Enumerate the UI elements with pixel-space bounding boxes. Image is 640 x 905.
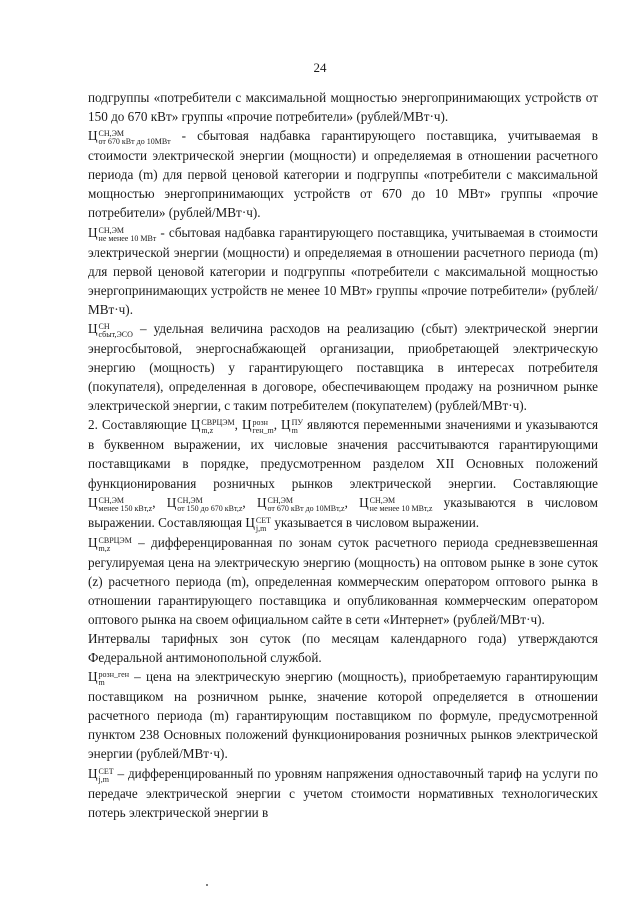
- formula-symbol: Ц СВРЦЭМ m,z: [88, 534, 132, 553]
- paragraph: Ц СЕТ j,m – дифференцированный по уровням напряжения одноставочный тариф на услуги по передаче электрической энергии с учетом стоимости нормативных технологических потерь электрической энергии в: [88, 765, 598, 820]
- paragraph: Интервалы тарифных зон суток (по месяцам календарного года) утверждаются Федеральной антимонопольной службой.: [88, 630, 598, 666]
- formula-symbol: Ц розн ген_m: [241, 417, 274, 436]
- formula-symbol: Ц СН,ЭМ от 150 до 670 кВт,z: [166, 494, 243, 513]
- paragraph: Ц СН,ЭМ от 670 кВт до 10МВт - сбытовая надбавка гарантирующего поставщика, учитываемая в стоимости электрической энергии (мощности) и определяемая в отношении расчетного периода (m) для первой ценовой категории и подгруппы «потребители с максимальной мощностью энергопринимающих устройств от 670 до 10 МВт» группы «прочие потребители» (рублей/МВт·ч).: [88, 128, 598, 221]
- document-body: [88, 88, 598, 822]
- formula-symbol: Ц ПУ m: [281, 417, 304, 436]
- scan-speck: [206, 884, 208, 886]
- formula-symbol: Ц СН,ЭМ от 670 кВт до 10МВт,z: [256, 494, 345, 513]
- page-number: 24: [313, 60, 327, 75]
- paragraph: Ц СН,ЭМ не менее 10 МВт - сбытовая надбавка гарантирующего поставщика, учитываемая в стоимости электрической энергии (мощности) и определяемая в отношении расчетного периода (m) для первой ценовой категории и подгруппы «потребители с максимальной мощностью энергопринимающих устройств не менее 10 МВт» группы «прочие потребители» (рублей/МВт·ч).: [88, 224, 598, 317]
- formula-symbol: Ц СЕТ j,m: [245, 514, 272, 533]
- paragraph: 2. Составляющие Ц СВРЦЭМ m,z , Ц розн ген_m , Ц ПУ m являются переменными значениями и указываются в буквенном выражении, их числовые значения рассчитываются гарантирующими поставщиками в порядке, предусмотренном разделом XII Основных положений функционирования розничных рынков электрической энергии. Составляющие Ц СН,ЭМ менее 150 кВт,z , Ц СН,ЭМ от 150 до 670 кВт,z , Ц СН,ЭМ от 670 кВт до 10МВт,z , Ц СН,ЭМ не менее 10 МВт,z указываются в числовом выражении. Составляющая Ц СЕТ j,m указывается в числовом выражении.: [88, 417, 599, 533]
- paragraph: Ц розн_ген m – цена на электрическую энергию (мощность), приобретаемую гарантирующим поставщиком на розничном рынке, значение которой определяется в отношении расчетного периода (m) гарантирующим поставщиком по формуле, предусмотренной пунктом 238 Основных положений функционирования розничных рынков электрической энергии (рублей/МВт·ч).: [88, 669, 598, 762]
- paragraph: Ц СВРЦЭМ m,z – дифференцированная по зонам суток расчетного периода средневзвешенная регулируемая цена на электрическую энергию (мощность) на оптовом рынке в зоне суток (z) расчетного периода (m), определенная коммерческим оператором оптового рынка в отношении гарантирующего поставщика и опубликованная коммерческим оператором оптового рынка на своем официальном сайте в сети «Интернет» (рублей/МВт·ч).: [88, 534, 598, 627]
- paragraph: Ц СН сбыт,ЭСО – удельная величина расходов на реализацию (сбыт) электрической энергии энергосбытовой, энергоснабжающей организации, приобретающей электрическую энергию (мощность) у гарантирующего поставщика в интересах потребителя (покупателя), определенная в договоре, обеспечивающем продажу на розничном рынке электрической энергии, с таким потребителем (покупателем) (рублей/МВт·ч).: [88, 320, 598, 414]
- formula-symbol: Ц СН,ЭМ не менее 10 МВт,z: [359, 494, 433, 513]
- formula-symbol: Ц СН,ЭМ от 670 кВт до 10МВт: [88, 128, 171, 147]
- formula-symbol: Ц СН сбыт,ЭСО: [88, 320, 133, 339]
- formula-symbol: Ц СВРЦЭМ m,z: [190, 417, 235, 436]
- paragraph: подгруппы «потребители с максимальной мощностью энергопринимающих устройств от 150 до 670 кВт» группы «прочие потребители» (рублей/МВт·ч).: [88, 90, 598, 125]
- formula-symbol: Ц СЕТ j,m: [88, 765, 114, 784]
- formula-symbol: Ц СН,ЭМ менее 150 кВт,z: [88, 494, 153, 513]
- formula-symbol: Ц розн_ген m: [88, 669, 129, 688]
- formula-symbol: Ц СН,ЭМ не менее 10 МВт: [88, 224, 157, 243]
